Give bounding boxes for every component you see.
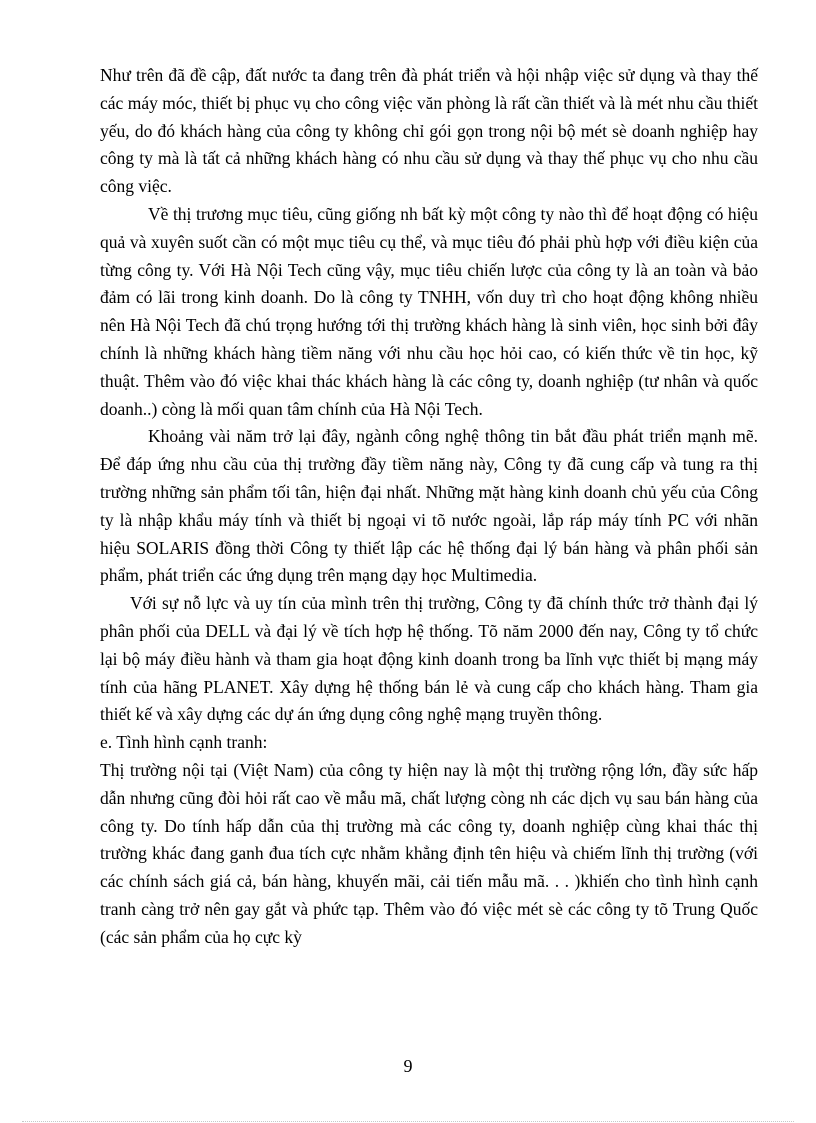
page-number: 9 — [403, 1056, 413, 1076]
paragraph-intro: Như trên đã đề cập, đất nước ta đang trên đà phát triển và hội nhập việc sử dụng và thay thế các máy móc, thiết bị phục vụ cho công việc văn phòng là rất cần thiết và là mét nhu cầu thiết yếu, do đó khách hàng của công ty không chỉ gói gọn trong nội bộ mét sè doanh nghiệp hay công ty mà là tất cả những khách hàng có nhu cầu sử dụng và thay thế phục vụ cho nhu cầu công việc. — [100, 65, 758, 197]
footer-divider — [22, 1121, 794, 1122]
section-heading-competition: e. Tình hình cạnh tranh: — [100, 732, 268, 753]
body-text — [100, 62, 758, 952]
paragraph-dell-partnership: Với sự nỗ lực và uy tín của mình trên thị trường, Công ty đã chính thức trở thành đại lý phân phối của DELL và đại lý về tích hợp hệ thống. Tõ năm 2000 đến nay, Công ty tổ chức lại bộ máy điều hành và tham gia hoạt động kinh doanh trong ba lĩnh vực thiết bị mạng máy tính của hãng PLANET. Xây dựng hệ thống bán lẻ và cung cấp cho khách hàng. Tham gia thiết kế và xây dựng các dự án ứng dụng công nghệ mạng truyền thông. — [100, 593, 758, 725]
paragraph-it-development: Khoảng vài năm trở lại đây, ngành công nghệ thông tin bắt đầu phát triển mạnh mẽ. Để đáp ứng nhu cầu của thị trường đầy tiềm năng này, Công ty đã cung cấp và tung ra thị trường những sản phẩm tối tân, hiện đại nhất. Những mặt hàng kinh doanh chủ yếu của Công ty là nhập khẩu máy tính và thiết bị ngoại vi tõ nước ngoài, lắp ráp máy tính PC với nhãn hiệu SOLARIS đồng thời Công ty thiết lập các hệ thống đại lý bán hàng và phân phối sản phẩm, phát triển các ứng dụng trên mạng dạy học Multimedia. — [100, 426, 758, 586]
paragraph-target-market: Về thị trương mục tiêu, cũng giống nh bất kỳ một công ty nào thì để hoạt động có hiệu quả và xuyên suốt cần có một mục tiêu cụ thể, và mục tiêu đó phải phù hợp với điều kiện của từng công ty. Với Hà Nội Tech cũng vậy, mục tiêu chiến lược của công ty là an toàn và bảo đảm có lãi trong kinh doanh. Do là công ty TNHH, vốn duy trì cho hoạt động không nhiều nên Hà Nội Tech đã chú trọng hướng tới thị trường khách hàng là sinh viên, học sinh bởi đây chính là những khách hàng tiềm năng với nhu cầu học hỏi cao, có kiến thức về tin học, kỹ thuật. Thêm vào đó việc khai thác khách hàng là các công ty, doanh nghiệp (tư nhân và quốc doanh..) còng là mối quan tâm chính của Hà Nội Tech. — [100, 203, 758, 419]
paragraph-competition: Thị trường nội tại (Việt Nam) của công ty hiện nay là một thị trường rộng lớn, đầy sức hấp dẫn nhưng cũng đòi hỏi rất cao về mẫu mã, chất lượng còng nh các dịch vụ sau bán hàng của công ty. Do tính hấp dẫn của thị trường mà các công ty, doanh nghiệp cùng khai thác thị trường khác đang ganh đua tích cực nhằm khẳng định tên hiệu và chiếm lĩnh thị trường (với các chính sách giá cả, bán hàng, khuyến mãi, cải tiến mẫu mã. . . )khiến cho tình hình cạnh tranh càng trở nên gay gắt và phức tạp. Thêm vào đó việc mét sè các công ty tõ Trung Quốc (các sản phẩm của họ cực kỳ — [100, 759, 758, 947]
